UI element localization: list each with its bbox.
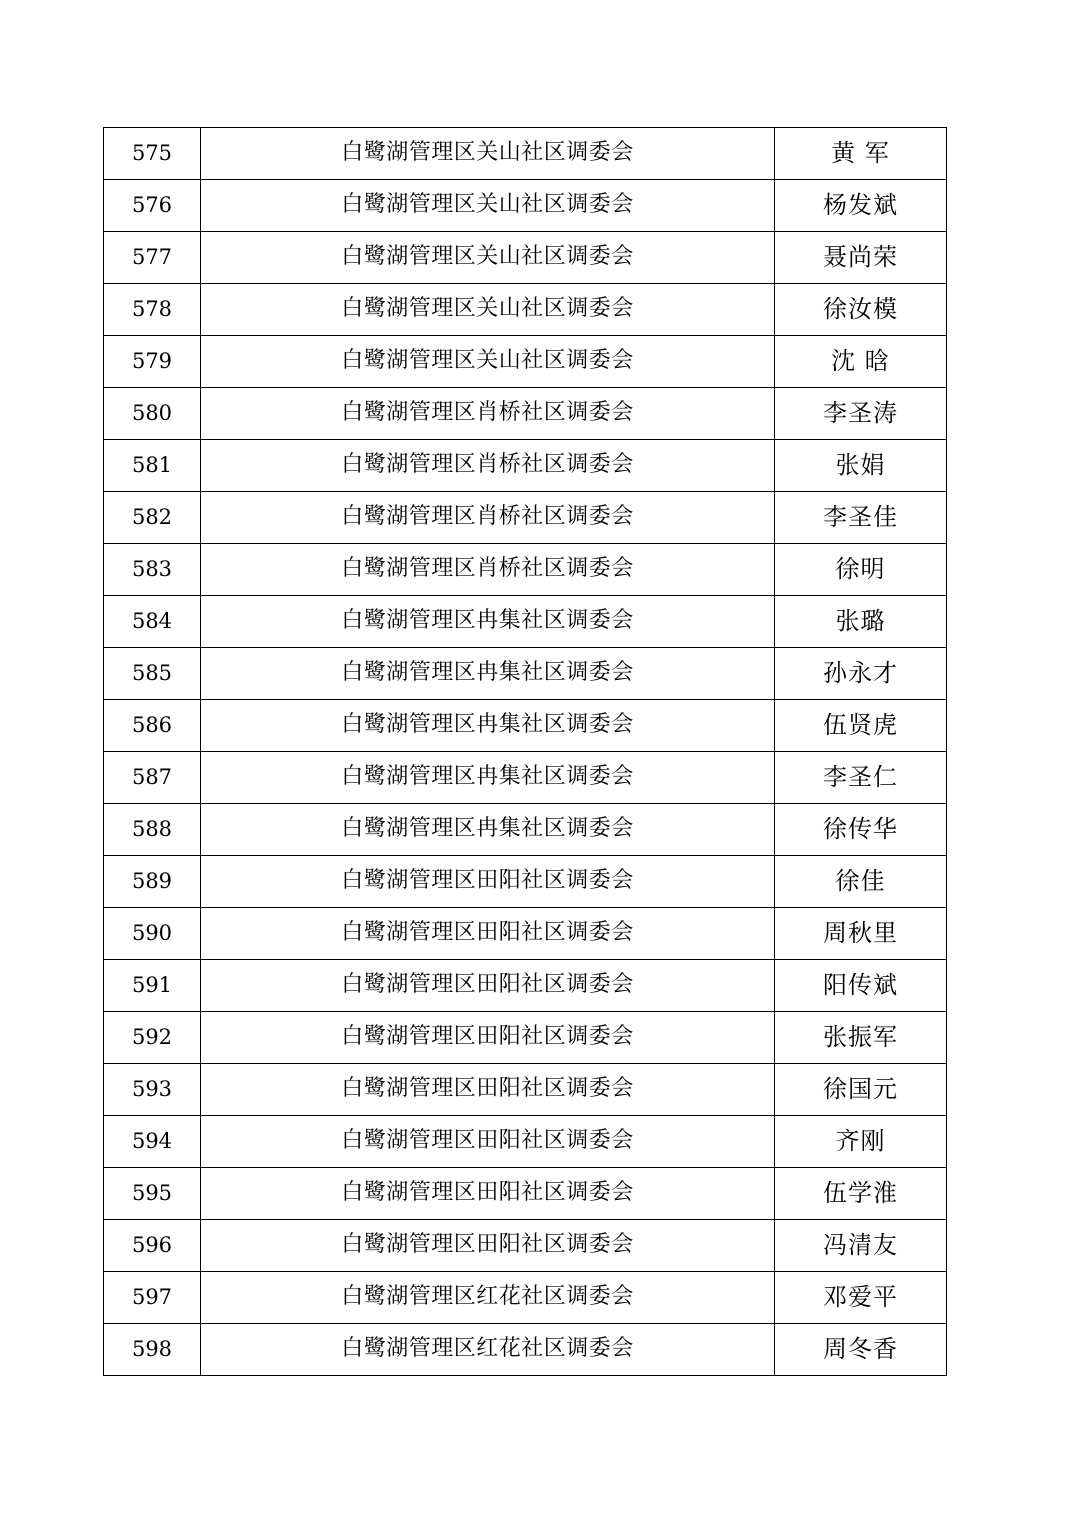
row-name-cell: 伍贤虎 xyxy=(775,700,947,752)
row-index-cell: 596 xyxy=(104,1220,201,1272)
row-name-cell: 李圣佳 xyxy=(775,492,947,544)
row-organization-cell: 白鹭湖管理区肖桥社区调委会 xyxy=(201,544,775,596)
row-name-cell: 黄 军 xyxy=(775,128,947,180)
row-organization-cell: 白鹭湖管理区田阳社区调委会 xyxy=(201,1220,775,1272)
row-name-cell: 聂尚荣 xyxy=(775,232,947,284)
table-row xyxy=(104,596,947,648)
table-row xyxy=(104,284,947,336)
row-index-cell: 584 xyxy=(104,596,201,648)
row-index-cell: 576 xyxy=(104,180,201,232)
row-organization-cell: 白鹭湖管理区田阳社区调委会 xyxy=(201,960,775,1012)
table-row xyxy=(104,180,947,232)
row-organization-cell: 白鹭湖管理区田阳社区调委会 xyxy=(201,908,775,960)
row-organization-cell: 白鹭湖管理区冉集社区调委会 xyxy=(201,596,775,648)
table-row xyxy=(104,856,947,908)
row-index-cell: 590 xyxy=(104,908,201,960)
row-index-cell: 592 xyxy=(104,1012,201,1064)
row-organization-cell: 白鹭湖管理区田阳社区调委会 xyxy=(201,1116,775,1168)
row-name-cell: 张振军 xyxy=(775,1012,947,1064)
table-row xyxy=(104,440,947,492)
row-organization-cell: 白鹭湖管理区田阳社区调委会 xyxy=(201,1064,775,1116)
row-organization-cell: 白鹭湖管理区肖桥社区调委会 xyxy=(201,388,775,440)
row-organization-cell: 白鹭湖管理区肖桥社区调委会 xyxy=(201,440,775,492)
row-index-cell: 579 xyxy=(104,336,201,388)
row-name-cell: 伍学淮 xyxy=(775,1168,947,1220)
row-index-cell: 597 xyxy=(104,1272,201,1324)
row-index-cell: 593 xyxy=(104,1064,201,1116)
row-index-cell: 578 xyxy=(104,284,201,336)
table-row xyxy=(104,960,947,1012)
table-row xyxy=(104,492,947,544)
table-row xyxy=(104,128,947,180)
table-row xyxy=(104,752,947,804)
row-name-cell: 冯清友 xyxy=(775,1220,947,1272)
row-index-cell: 575 xyxy=(104,128,201,180)
table-row xyxy=(104,1272,947,1324)
row-organization-cell: 白鹭湖管理区关山社区调委会 xyxy=(201,128,775,180)
row-organization-cell: 白鹭湖管理区关山社区调委会 xyxy=(201,180,775,232)
roster-table xyxy=(103,127,947,1376)
row-index-cell: 598 xyxy=(104,1324,201,1376)
table-row xyxy=(104,1116,947,1168)
table-row xyxy=(104,1220,947,1272)
row-organization-cell: 白鹭湖管理区关山社区调委会 xyxy=(201,284,775,336)
row-organization-cell: 白鹭湖管理区冉集社区调委会 xyxy=(201,752,775,804)
row-name-cell: 徐国元 xyxy=(775,1064,947,1116)
row-index-cell: 587 xyxy=(104,752,201,804)
row-index-cell: 582 xyxy=(104,492,201,544)
table-row xyxy=(104,1012,947,1064)
row-name-cell: 周冬香 xyxy=(775,1324,947,1376)
table-row xyxy=(104,232,947,284)
row-name-cell: 孙永才 xyxy=(775,648,947,700)
roster-table-body xyxy=(104,128,947,1376)
row-name-cell: 杨发斌 xyxy=(775,180,947,232)
row-index-cell: 583 xyxy=(104,544,201,596)
row-organization-cell: 白鹭湖管理区田阳社区调委会 xyxy=(201,1012,775,1064)
roster-table-container xyxy=(103,127,943,1376)
row-name-cell: 张娟 xyxy=(775,440,947,492)
row-index-cell: 580 xyxy=(104,388,201,440)
row-organization-cell: 白鹭湖管理区肖桥社区调委会 xyxy=(201,492,775,544)
table-row xyxy=(104,1168,947,1220)
row-name-cell: 张璐 xyxy=(775,596,947,648)
row-index-cell: 581 xyxy=(104,440,201,492)
row-organization-cell: 白鹭湖管理区田阳社区调委会 xyxy=(201,1168,775,1220)
table-row xyxy=(104,1064,947,1116)
row-organization-cell: 白鹭湖管理区红花社区调委会 xyxy=(201,1272,775,1324)
row-organization-cell: 白鹭湖管理区冉集社区调委会 xyxy=(201,700,775,752)
row-name-cell: 沈 晗 xyxy=(775,336,947,388)
row-index-cell: 594 xyxy=(104,1116,201,1168)
row-index-cell: 591 xyxy=(104,960,201,1012)
row-name-cell: 齐刚 xyxy=(775,1116,947,1168)
row-organization-cell: 白鹭湖管理区冉集社区调委会 xyxy=(201,804,775,856)
table-row xyxy=(104,544,947,596)
row-index-cell: 588 xyxy=(104,804,201,856)
row-name-cell: 李圣仁 xyxy=(775,752,947,804)
row-name-cell: 徐传华 xyxy=(775,804,947,856)
row-organization-cell: 白鹭湖管理区冉集社区调委会 xyxy=(201,648,775,700)
row-index-cell: 585 xyxy=(104,648,201,700)
row-name-cell: 周秋里 xyxy=(775,908,947,960)
row-index-cell: 577 xyxy=(104,232,201,284)
table-row xyxy=(104,804,947,856)
table-row xyxy=(104,908,947,960)
row-organization-cell: 白鹭湖管理区田阳社区调委会 xyxy=(201,856,775,908)
row-organization-cell: 白鹭湖管理区关山社区调委会 xyxy=(201,232,775,284)
row-index-cell: 595 xyxy=(104,1168,201,1220)
row-index-cell: 589 xyxy=(104,856,201,908)
row-index-cell: 586 xyxy=(104,700,201,752)
table-row xyxy=(104,700,947,752)
table-row xyxy=(104,648,947,700)
table-row xyxy=(104,388,947,440)
row-name-cell: 徐明 xyxy=(775,544,947,596)
row-name-cell: 徐汝模 xyxy=(775,284,947,336)
row-organization-cell: 白鹭湖管理区红花社区调委会 xyxy=(201,1324,775,1376)
row-name-cell: 邓爱平 xyxy=(775,1272,947,1324)
row-name-cell: 徐佳 xyxy=(775,856,947,908)
row-name-cell: 阳传斌 xyxy=(775,960,947,1012)
table-row xyxy=(104,336,947,388)
row-name-cell: 李圣涛 xyxy=(775,388,947,440)
row-organization-cell: 白鹭湖管理区关山社区调委会 xyxy=(201,336,775,388)
table-row xyxy=(104,1324,947,1376)
